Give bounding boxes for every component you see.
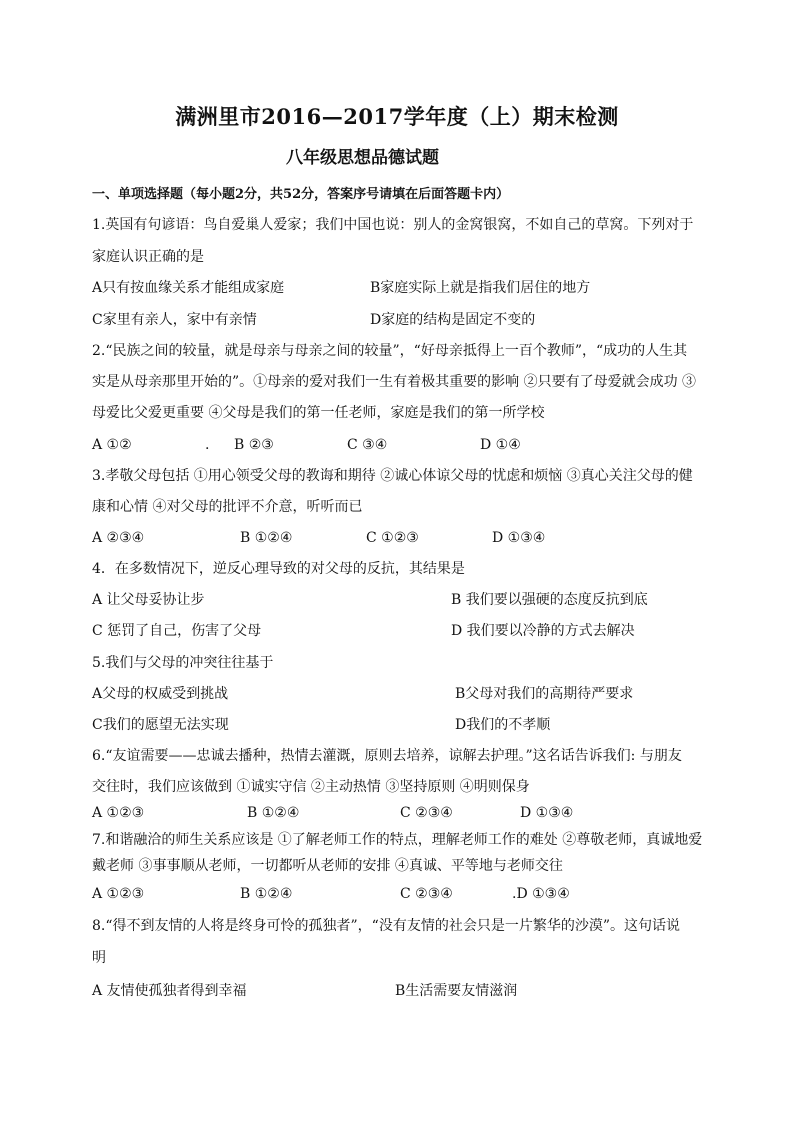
question-3-option-a: A ②③④ (92, 530, 145, 546)
question-6-option-c: C ②③④ (400, 805, 453, 821)
question-4-option-a: A 让父母妥协让步 (92, 592, 205, 608)
question-7-option-d: .D ①③④ (512, 886, 570, 902)
question-6-line-1: 6.“友谊需要——忠诚去播种，热情去灌溉，原则去培养，谅解去护理。”这名话告诉我们: 与朋友 (92, 748, 682, 764)
question-3-option-c: C ①②③ (366, 530, 419, 546)
question-7-option-b: B ①②④ (240, 886, 293, 902)
question-5-option-c: C我们的愿望无法实现 (92, 717, 229, 733)
question-3-option-b: B ①②④ (240, 530, 293, 546)
question-3-line-2: 康和心情 ④对父母的批评不介意，听听而已 (92, 499, 363, 515)
question-2-option-d: D ①④ (480, 437, 521, 453)
question-1-option-b: B家庭实际上就是指我们居住的地方 (370, 280, 591, 296)
question-7-line-2: 戴老师 ③事事顺从老师，一切都听从老师的安排 ④真诚、平等地与老师交往 (92, 858, 563, 874)
question-5-line-1: 5.我们与父母的冲突往往基于 (92, 655, 274, 671)
question-3-option-d: D ①③④ (492, 530, 546, 546)
question-4-option-d: D 我们要以冷静的方式去解决 (451, 623, 635, 639)
question-4-line-1: 4．在多数情况下，逆反心理导致的对父母的反抗，其结果是 (92, 561, 465, 577)
question-1-option-a: A只有按血缘关系才能组成家庭 (92, 280, 285, 296)
question-2-line-3: 母爱比父爱更重要 ④父母是我们的第一任老师，家庭是我们的第一所学校 (92, 405, 545, 421)
question-8-option-b: B生活需要友情滋润 (395, 983, 518, 999)
question-7-option-a: A ①②③ (92, 886, 145, 902)
question-4-option-b: B 我们要以强硬的态度反抗到底 (451, 592, 648, 608)
question-2-option-a: A ①② (92, 437, 132, 453)
question-2-option-c: C ③④ (347, 437, 388, 453)
question-5-option-a: A父母的权威受到挑战 (92, 686, 229, 702)
question-7-line-1: 7.和谐融洽的师生关系应该是 ①了解老师工作的特点，理解老师工作的难处 ②尊敬老师，真诚地爱 (92, 832, 703, 848)
question-2-line-2: 实是从母亲那里开始的”。①母亲的爱对我们一生有着极其重要的影响 ②只要有了母爱就会成功 ③ (92, 374, 697, 390)
question-1-option-d: D家庭的结构是固定不变的 (370, 312, 536, 328)
question-6-line-2: 交往时，我们应该做到 ①诚实守信 ②主动热情 ③坚持原则 ④明则保身 (92, 779, 530, 795)
question-1-option-c: C家里有亲人，家中有亲情 (92, 312, 257, 328)
question-7-option-c: C ②③④ (400, 886, 453, 902)
question-8-line-1: 8.“得不到友情的人将是终身可怜的孤独者”，“没有友情的社会只是一片繁华的沙漠”。这句话说 (92, 918, 680, 934)
question-2-stray-mark: . (205, 437, 210, 453)
question-4-option-c: C 惩罚了自己，伤害了父母 (92, 623, 262, 639)
question-1-line-2: 家庭认识正确的是 (92, 249, 204, 265)
page-title: 满洲里市2016—2017学年度（上）期末检测 (175, 104, 619, 129)
question-6-option-a: A ①②③ (92, 805, 145, 821)
page-subtitle: 八年级思想品德试题 (286, 148, 439, 168)
question-5-option-b: B父母对我们的高期待严要求 (455, 686, 634, 702)
question-2-option-b: B ②③ (234, 437, 274, 453)
question-6-option-d: D ①③④ (520, 805, 574, 821)
question-3-line-1: 3.孝敬父母包括 ①用心领受父母的教诲和期待 ②诚心体谅父母的忧虑和烦恼 ③真心关注父母的健 (92, 468, 693, 484)
section-heading: 一、单项选择题（每小题2分，共52分，答案序号请填在后面答题卡内） (92, 187, 510, 202)
question-6-option-b: B ①②④ (247, 805, 300, 821)
question-1-line-1: 1.英国有句谚语：鸟自爱巢人爱家；我们中国也说：别人的金窝银窝，不如自己的草窝。下列对于 (92, 217, 694, 233)
question-8-line-2: 明 (92, 950, 106, 966)
question-8-option-a: A 友情使孤独者得到幸福 (92, 983, 247, 999)
question-5-option-d: D我们的不孝顺 (455, 717, 551, 733)
question-2-line-1: 2.“民族之间的较量，就是母亲与母亲之间的较量”，“好母亲抵得上一百个教师”，“成功的人生其 (92, 343, 688, 359)
